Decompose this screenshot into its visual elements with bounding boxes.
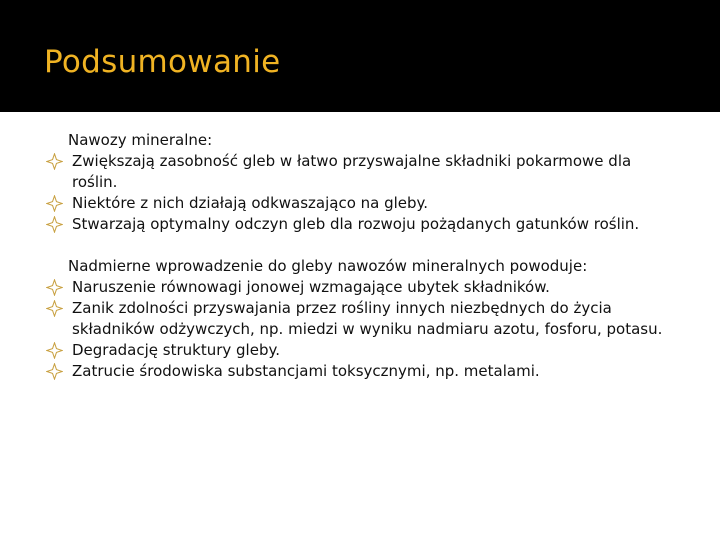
list-item-text: Stwarzają optymalny odczyn gleb dla rozwoju pożądanych gatunków roślin. xyxy=(72,215,640,233)
outlined-four-point-star-icon xyxy=(46,363,63,380)
list-item xyxy=(44,214,684,235)
list-item xyxy=(44,298,684,340)
list-item xyxy=(44,151,684,193)
list-item-text: Naruszenie równowagi jonowej wzmagające ubytek składników. xyxy=(72,278,550,296)
list-item-text: Zanik zdolności przyswajania przez rośliny innych niezbędnych do życia składników odżywczych, np. miedzi w wyniku nadmiaru azotu, fosforu, potasu. xyxy=(72,299,663,338)
list-item xyxy=(44,340,684,361)
list-item-text: Degradację struktury gleby. xyxy=(72,341,280,359)
outlined-four-point-star-icon xyxy=(46,300,63,317)
slide-title: Podsumowanie xyxy=(44,44,281,80)
outlined-four-point-star-icon xyxy=(46,216,63,233)
list-item-text: Zatrucie środowiska substancjami toksycznymi, np. metalami. xyxy=(72,362,540,380)
outlined-four-point-star-icon xyxy=(46,195,63,212)
outlined-four-point-star-icon xyxy=(46,342,63,359)
list-item xyxy=(44,193,684,214)
list-item xyxy=(44,361,684,382)
title-bar xyxy=(0,0,720,112)
section-heading: Nadmierne wprowadzenie do gleby nawozów mineralnych powoduje: xyxy=(68,257,588,275)
title-divider xyxy=(0,112,720,113)
list-item-text: Niektóre z nich działają odkwaszająco na gleby. xyxy=(72,194,429,212)
section-excess-effects xyxy=(44,256,684,382)
list-item xyxy=(44,277,684,298)
outlined-four-point-star-icon xyxy=(46,279,63,296)
section-fertilizers xyxy=(44,130,684,235)
section-heading: Nawozy mineralne: xyxy=(68,131,213,149)
slide-content xyxy=(44,130,684,403)
outlined-four-point-star-icon xyxy=(46,153,63,170)
list-item-text: Zwiększają zasobność gleb w łatwo przyswajalne składniki pokarmowe dla roślin. xyxy=(72,152,632,191)
